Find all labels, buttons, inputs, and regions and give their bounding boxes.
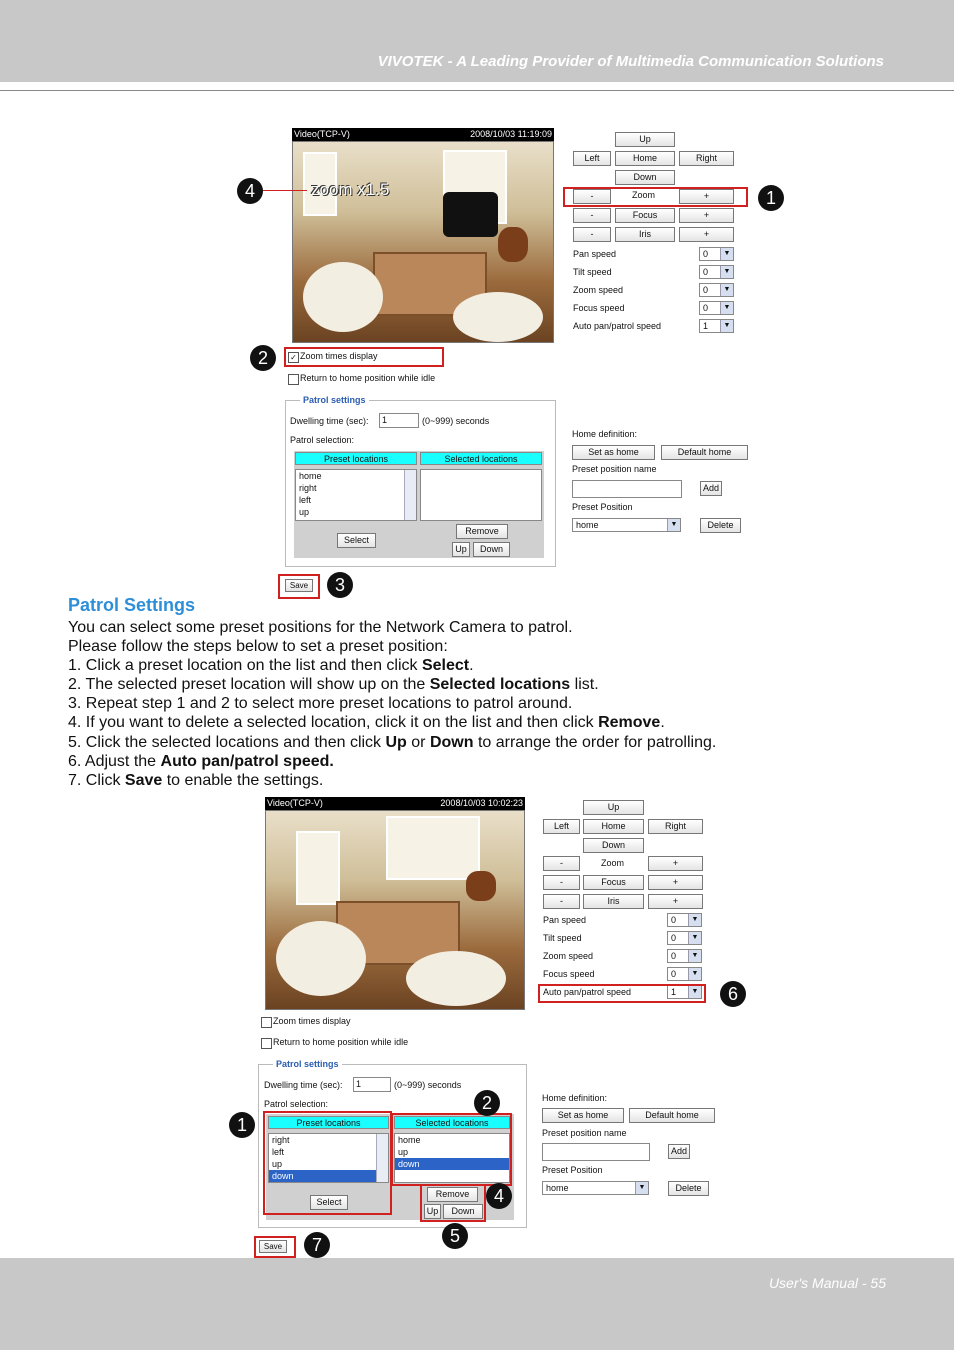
zoom-label: Zoom: [601, 858, 625, 868]
intro-line-1: You can select some preset positions for the Network Camera to patrol.: [68, 619, 573, 636]
down-button[interactable]: Down: [583, 838, 644, 853]
iris-minus-button[interactable]: -: [543, 894, 580, 909]
list-item[interactable]: right: [299, 483, 317, 493]
preset-locations-header: Preset locations: [268, 1116, 389, 1129]
home-definition-label: Home definition:: [542, 1093, 608, 1103]
zoom-overlay: zoom x1.5: [311, 180, 390, 199]
remove-button[interactable]: Remove: [456, 524, 508, 539]
callout-3: 3: [327, 572, 353, 598]
callout-4: 4: [237, 178, 263, 204]
focus-minus-button[interactable]: -: [543, 875, 580, 890]
step-7: 7. Click Save to enable the settings.: [68, 772, 324, 789]
video-view[interactable]: [265, 810, 525, 1010]
section-title: Patrol Settings: [68, 595, 196, 615]
iris-plus-button[interactable]: +: [679, 227, 734, 242]
step-2: 2. The selected preset location will show up on the Selected locations list.: [68, 676, 599, 693]
tilt-speed-label: Tilt speed: [573, 267, 612, 277]
video-timestamp: 2008/10/03 10:02:23: [440, 798, 523, 808]
callout-4: 4: [486, 1183, 512, 1209]
set-as-home-button[interactable]: Set as home: [542, 1108, 624, 1123]
focus-minus-button[interactable]: -: [573, 208, 611, 223]
default-home-button[interactable]: Default home: [629, 1108, 715, 1123]
focus-button[interactable]: Focus: [615, 208, 675, 223]
select-button[interactable]: Select: [310, 1195, 348, 1210]
chevron-down-icon: ▼: [688, 932, 701, 944]
up-order-button[interactable]: Up: [424, 1204, 441, 1219]
video-view[interactable]: [292, 141, 554, 343]
zoom-times-checkbox[interactable]: [261, 1017, 272, 1028]
home-button[interactable]: Home: [583, 819, 644, 834]
iris-button[interactable]: Iris: [615, 227, 675, 242]
focus-speed-label: Focus speed: [573, 303, 625, 313]
zoom-times-checkbox[interactable]: ✓: [288, 352, 299, 363]
list-item[interactable]: down: [395, 1158, 509, 1170]
list-item[interactable]: up: [299, 507, 310, 517]
step-1: 1. Click a preset location on the list and then click Select.: [68, 657, 474, 674]
tilt-speed-label: Tilt speed: [543, 933, 582, 943]
chevron-down-icon: ▼: [720, 266, 733, 278]
callout-7: 7: [304, 1232, 330, 1258]
dwelling-range: (0~999) seconds: [394, 1080, 462, 1090]
preset-position-name-label: Preset position name: [572, 464, 657, 474]
list-item[interactable]: left: [299, 495, 312, 505]
list-item[interactable]: down: [269, 1170, 388, 1182]
zoom-times-label: Zoom times display: [273, 1016, 351, 1026]
return-home-checkbox[interactable]: [288, 374, 299, 385]
chevron-down-icon: ▼: [667, 519, 680, 531]
delete-button[interactable]: Delete: [668, 1181, 709, 1196]
patrol-settings-title: Patrol settings: [273, 1059, 342, 1069]
highlight-zoom: [563, 187, 748, 207]
video-timestamp: 2008/10/03 11:19:09: [470, 129, 552, 139]
add-button[interactable]: Add: [700, 481, 722, 496]
zoom-speed-select[interactable]: 0 ▼: [699, 283, 734, 297]
preset-locations-list[interactable]: [295, 469, 417, 521]
dwelling-label: Dwelling time (sec):: [290, 416, 369, 426]
zoom-speed-label: Zoom speed: [543, 951, 594, 961]
up-order-button[interactable]: Up: [452, 542, 470, 557]
left-button[interactable]: Left: [573, 151, 611, 166]
patrol-selection-label: Patrol selection:: [264, 1099, 329, 1109]
video-title-bar: [265, 797, 525, 810]
video-label: Video(TCP-V): [267, 798, 323, 808]
chevron-down-icon: ▼: [688, 968, 701, 980]
dwelling-range: (0~999) seconds: [422, 416, 490, 426]
save-button[interactable]: Save: [259, 1240, 287, 1253]
preset-name-input[interactable]: [542, 1143, 650, 1161]
add-button[interactable]: Add: [668, 1144, 690, 1159]
preset-name-input[interactable]: [572, 480, 682, 498]
return-home-label: Return to home position while idle: [300, 373, 436, 383]
down-order-button[interactable]: Down: [473, 542, 510, 557]
callout-1: 1: [229, 1112, 255, 1138]
chevron-down-icon: ▼: [720, 320, 733, 332]
video-title-bar: [292, 128, 554, 141]
zoom-label: Zoom: [632, 190, 656, 200]
down-order-button[interactable]: Down: [443, 1204, 483, 1219]
page-footer: [0, 1258, 954, 1350]
preset-position-name-label: Preset position name: [542, 1128, 627, 1138]
callout-6: 6: [720, 981, 746, 1007]
focus-plus-button[interactable]: +: [679, 208, 734, 223]
zoom-speed-select[interactable]: 0 ▼: [667, 949, 702, 963]
up-button[interactable]: Up: [583, 800, 644, 815]
set-as-home-button[interactable]: Set as home: [572, 445, 655, 460]
preset-position-label: Preset Position: [572, 502, 633, 512]
dwelling-input[interactable]: 1: [379, 413, 419, 428]
callout-line: [263, 190, 307, 191]
chevron-down-icon: ▼: [688, 986, 701, 998]
chevron-down-icon: ▼: [720, 248, 733, 260]
intro-line-2: Please follow the steps below to set a preset position:: [68, 638, 448, 655]
delete-button[interactable]: Delete: [700, 518, 741, 533]
preset-locations-header: Preset locations: [295, 452, 417, 465]
chevron-down-icon: ▼: [720, 284, 733, 296]
auto-speed-select[interactable]: 1 ▼: [667, 985, 702, 999]
return-home-checkbox[interactable]: [261, 1038, 272, 1049]
patrol-selection-label: Patrol selection:: [290, 435, 355, 445]
dwelling-label: Dwelling time (sec):: [264, 1080, 343, 1090]
highlight-save: [278, 574, 320, 599]
auto-speed-select[interactable]: 1 ▼: [699, 319, 734, 333]
video-label: Video(TCP-V): [294, 129, 350, 139]
list-item[interactable]: right: [272, 1135, 290, 1145]
callout-2: 2: [250, 345, 276, 371]
step-5: 5. Click the selected locations and then click Up or Down to arrange the order for patrolling.: [68, 734, 717, 751]
highlight-save: [254, 1236, 296, 1258]
highlight-selected-list: [391, 1113, 512, 1186]
pan-speed-label: Pan speed: [573, 249, 617, 259]
zoom-minus-button[interactable]: -: [573, 189, 611, 204]
preset-position-label: Preset Position: [542, 1165, 603, 1175]
iris-plus-button[interactable]: +: [648, 894, 703, 909]
down-button[interactable]: Down: [615, 170, 675, 185]
focus-speed-label: Focus speed: [543, 969, 595, 979]
iris-minus-button[interactable]: -: [573, 227, 611, 242]
auto-speed-label: Auto pan/patrol speed: [543, 987, 632, 997]
zoom-times-label: Zoom times display: [300, 351, 378, 361]
home-button[interactable]: Home: [615, 151, 675, 166]
list-item[interactable]: up: [272, 1159, 283, 1169]
page-number: User's Manual - 55: [768, 1275, 886, 1291]
left-button[interactable]: Left: [543, 819, 580, 834]
callout-1: 1: [758, 185, 784, 211]
pan-speed-select[interactable]: 0 ▼: [699, 247, 734, 261]
up-button[interactable]: Up: [615, 132, 675, 147]
return-home-label: Return to home position while idle: [273, 1037, 409, 1047]
zoom-minus-button[interactable]: -: [543, 856, 580, 871]
focus-speed-select[interactable]: 0 ▼: [667, 967, 702, 981]
step-6: 6. Adjust the Auto pan/patrol speed.: [68, 753, 334, 770]
save-button[interactable]: Save: [285, 579, 313, 592]
highlight-order-buttons: [420, 1184, 486, 1222]
step-3: 3. Repeat step 1 and 2 to select more preset locations to patrol around.: [68, 695, 573, 712]
highlight-zoom-times: [284, 347, 444, 367]
focus-button[interactable]: Focus: [583, 875, 644, 890]
chevron-down-icon: ▼: [688, 914, 701, 926]
tilt-speed-select[interactable]: 0 ▼: [699, 265, 734, 279]
zoom-plus-button[interactable]: +: [679, 189, 734, 204]
remove-button[interactable]: Remove: [427, 1187, 478, 1202]
right-button[interactable]: Right: [648, 819, 703, 834]
tilt-speed-select[interactable]: 0 ▼: [667, 931, 702, 945]
header-title: VIVOTEK - A Leading Provider of Multimedia Communication Solutions: [377, 53, 884, 70]
right-button[interactable]: Right: [679, 151, 734, 166]
callout-2: 2: [474, 1090, 500, 1116]
zoom-plus-button[interactable]: +: [648, 856, 703, 871]
zoom-speed-label: Zoom speed: [573, 285, 624, 295]
home-definition-label: Home definition:: [572, 429, 638, 439]
chevron-down-icon: ▼: [720, 302, 733, 314]
focus-plus-button[interactable]: +: [648, 875, 703, 890]
pan-speed-select[interactable]: 0 ▼: [667, 913, 702, 927]
step-4: 4. If you want to delete a selected location, click it on the list and then click Remove.: [68, 714, 665, 731]
preset-position-select[interactable]: home ▼: [572, 518, 681, 532]
focus-speed-select[interactable]: 0 ▼: [699, 301, 734, 315]
dwelling-input[interactable]: 1: [353, 1077, 391, 1092]
selected-locations-list[interactable]: [420, 469, 542, 521]
list-item[interactable]: up: [398, 1147, 409, 1157]
select-button[interactable]: Select: [337, 533, 376, 548]
selected-locations-header: Selected locations: [394, 1116, 510, 1129]
patrol-settings-title: Patrol settings: [300, 395, 369, 405]
default-home-button[interactable]: Default home: [661, 445, 748, 460]
auto-speed-label: Auto pan/patrol speed: [573, 321, 662, 331]
callout-5: 5: [442, 1223, 468, 1249]
iris-button[interactable]: Iris: [583, 894, 644, 909]
list-item[interactable]: home: [398, 1135, 421, 1145]
highlight-auto-speed: [538, 984, 706, 1003]
chevron-down-icon: ▼: [635, 1182, 648, 1194]
selected-locations-header: Selected locations: [420, 452, 542, 465]
chevron-down-icon: ▼: [688, 950, 701, 962]
header-rule: [0, 90, 954, 91]
preset-position-select[interactable]: home ▼: [542, 1181, 649, 1195]
page-header: [0, 0, 954, 82]
list-item[interactable]: left: [272, 1147, 285, 1157]
list-item[interactable]: home: [299, 471, 322, 481]
highlight-preset-list: [263, 1111, 392, 1215]
pan-speed-label: Pan speed: [543, 915, 587, 925]
